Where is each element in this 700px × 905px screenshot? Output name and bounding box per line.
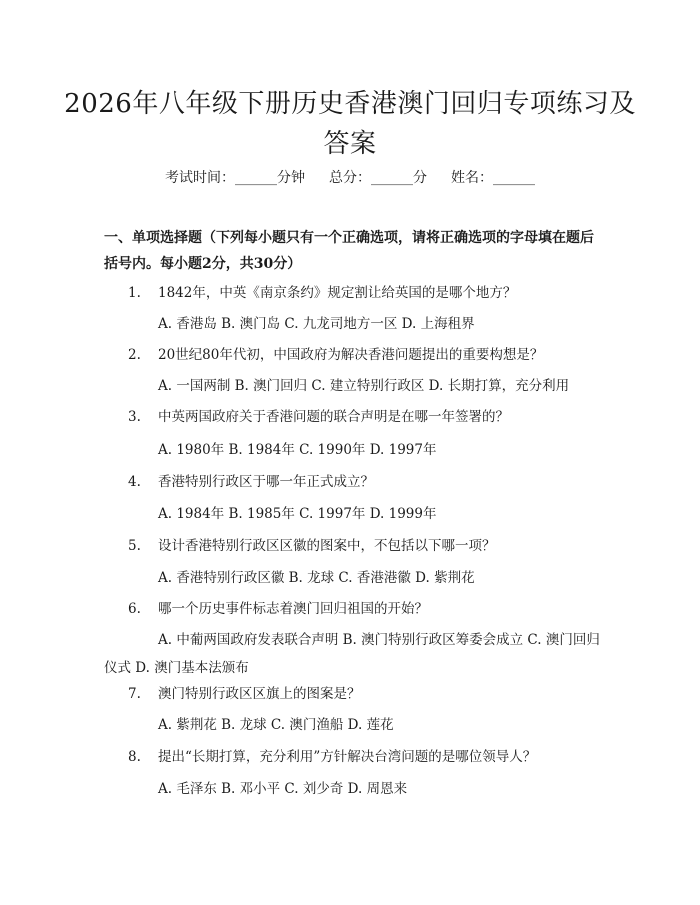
question-number: 6. (128, 601, 141, 617)
question-8 (104, 746, 604, 768)
question-1 (104, 282, 604, 304)
question-number: 5. (128, 538, 141, 554)
document-title: 2026年八年级下册历史香港澳门回归专项练习及答案 (64, 89, 636, 159)
question-3-options: A. 1980年 B. 1984年 C. 1990年 D. 1997年 (158, 442, 437, 458)
section-heading: 一、单项选择题（下列每小题只有一个正确选项，请将正确选项的字母填在题后括号内。每小题2分，共30分） (104, 230, 594, 272)
total-score-field: 总分：______分 (329, 170, 427, 186)
question-text: 中英两国政府关于香港问题的联合声明是在哪一年签署的？ (158, 409, 509, 425)
question-number: 1. (128, 285, 141, 301)
question-number: 2. (128, 347, 141, 363)
question-4 (104, 471, 604, 493)
question-number: 8. (128, 749, 141, 765)
student-name-field: 姓名：______ (451, 170, 535, 186)
exam-info-line (0, 166, 700, 190)
question-text: 20世纪80年代初，中国政府为解决香港问题提出的重要构想是？ (158, 347, 544, 363)
question-6 (104, 598, 604, 620)
question-text: 澳门特别行政区区旗上的图案是？ (158, 686, 361, 702)
question-5-options: A. 香港特别行政区徽 B. 龙球 C. 香港港徽 D. 紫荆花 (158, 570, 475, 586)
question-number: 4. (128, 474, 141, 490)
exam-time-field: 考试时间：______分钟 (165, 170, 305, 186)
question-1-options: A. 香港岛 B. 澳门岛 C. 九龙司地方一区 D. 上海租界 (158, 316, 475, 332)
question-number: 7. (128, 686, 141, 702)
question-text: 哪一个历史事件标志着澳门回归祖国的开始？ (158, 601, 428, 617)
question-text: 提出“长期打算，充分利用”方针解决台湾问题的是哪位领导人？ (158, 749, 537, 765)
question-3 (104, 406, 604, 428)
question-2 (104, 344, 604, 366)
question-text: 设计香港特别行政区区徽的图案中，不包括以下哪一项？ (158, 538, 496, 554)
question-8-options: A. 毛泽东 B. 邓小平 C. 刘少奇 D. 周恩来 (158, 781, 408, 797)
question-5 (104, 535, 604, 557)
question-text: 香港特别行政区于哪一年正式成立？ (158, 474, 374, 490)
question-4-options: A. 1984年 B. 1985年 C. 1997年 D. 1999年 (158, 506, 437, 522)
question-2-options: A. 一国两制 B. 澳门回归 C. 建立特别行政区 D. 长期打算，充分利用 (158, 378, 570, 394)
question-6-options: A. 中葡两国政府发表联合声明 B. 澳门特别行政区筹委会成立 C. 澳门回归仪式 D. 澳门基本法颁布 (104, 632, 600, 676)
question-text: 1842年，中英《南京条约》规定割让给英国的是哪个地方？ (158, 285, 517, 301)
question-7 (104, 683, 604, 705)
question-number: 3. (128, 409, 141, 425)
question-7-options: A. 紫荆花 B. 龙球 C. 澳门渔船 D. 莲花 (158, 717, 394, 733)
